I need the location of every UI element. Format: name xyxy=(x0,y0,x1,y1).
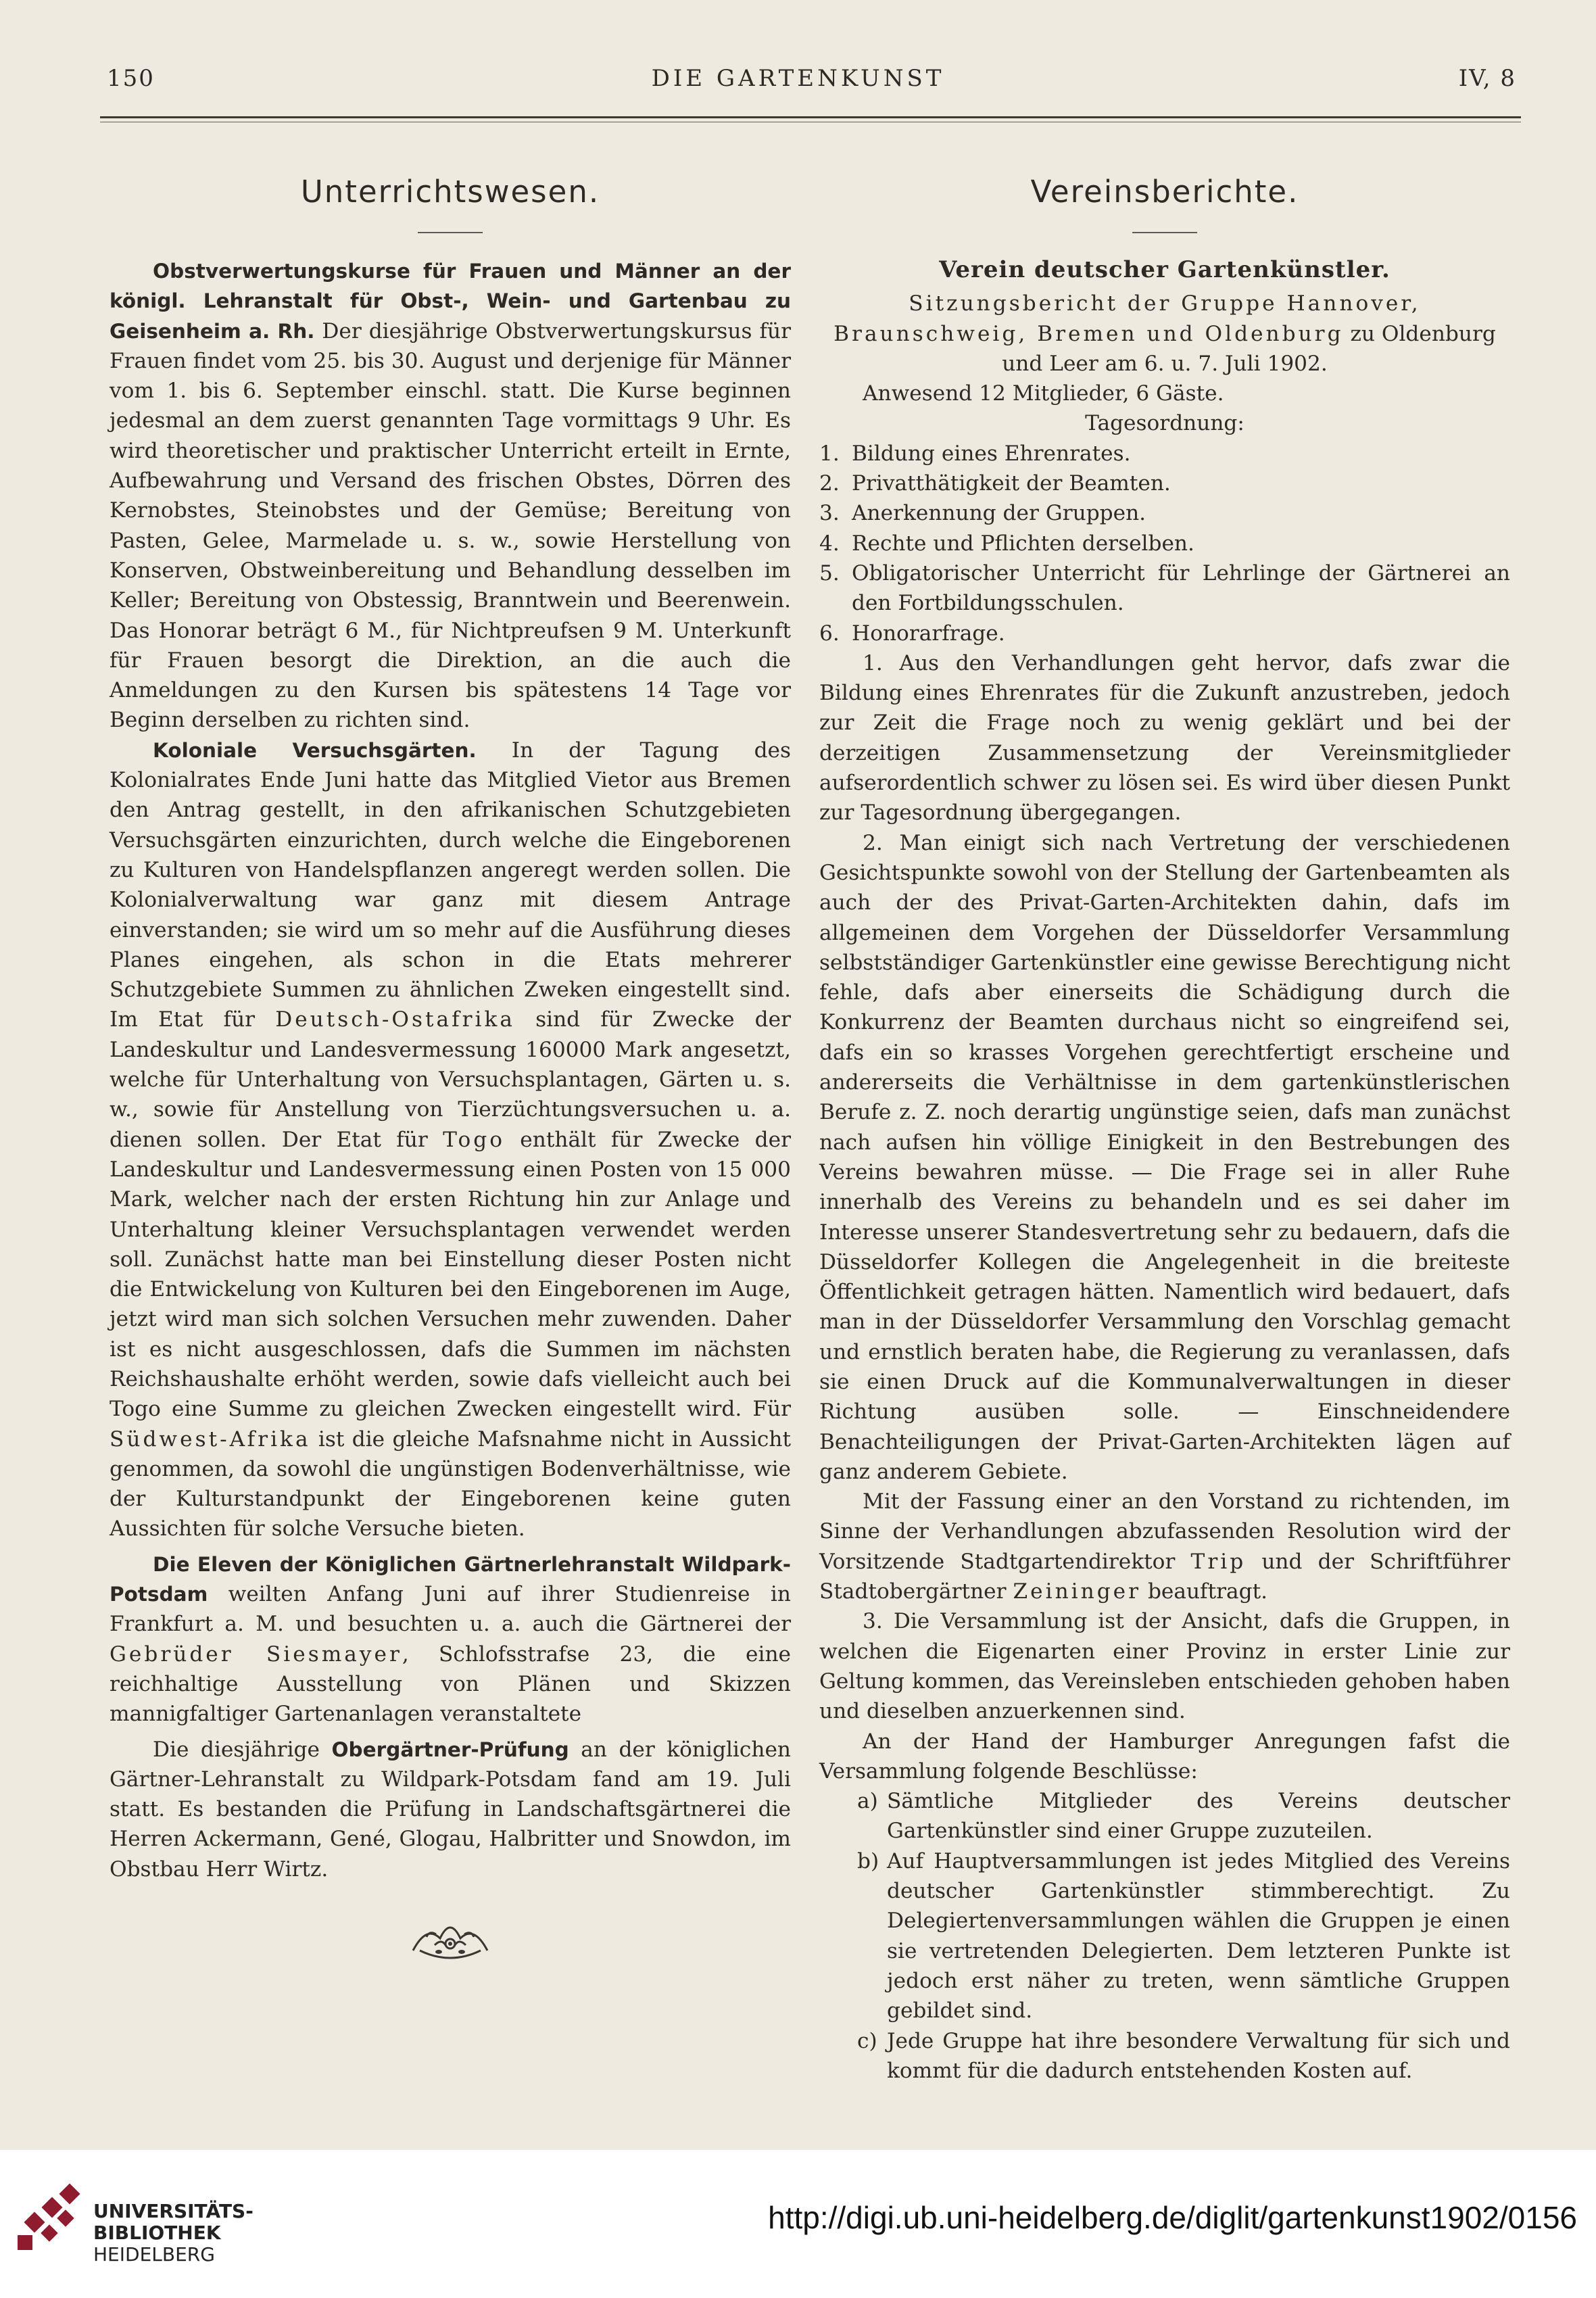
report-text: und der Schriftführer Stadtobergärtner xyxy=(819,1549,1511,1604)
library-line-1: UNIVERSITÄTS- xyxy=(93,2200,253,2222)
right-column xyxy=(819,172,1510,2086)
decision-letter: c) xyxy=(857,2028,877,2053)
decision-text: Sämtliche Mitglieder des Vereins deutscher Gartenkünstler sind einer Gruppe zuzuteilen. xyxy=(887,1789,1510,1844)
decision-item xyxy=(819,1786,1510,1846)
article-lead: Koloniale Versuchsgärten. xyxy=(153,738,477,762)
article-text: an der königlichen Gärtner-Lehranstalt zu Wildpark-Potsdam fand am 19. Juli statt. Es bestanden die Prüfung in Landschaftsgärtnerei die Herren Ackermann, Gené, Glogau, Halbritter und Snowdon, im Obstbau Herr Wirtz. xyxy=(110,1737,791,1882)
agenda-text: Honorarfrage. xyxy=(852,621,1005,646)
article-lead: Die Eleven der Königlichen Gärtnerlehranstalt Wildpark-Potsdam xyxy=(110,1552,791,1606)
agenda-list xyxy=(819,439,1510,648)
spaced-term: Südwest-Afrika xyxy=(110,1427,311,1452)
report-point-3: 3. Die Versammlung ist der Ansicht, dafs die Gruppen, in welchen die Eigenarten einer Provinz in erster Linie zur Geltung kommen, das Vereinsleben entschieden gehoben haben und dieselben anzuerkennen sind. xyxy=(819,1609,1510,1724)
header-rule xyxy=(100,116,1521,118)
article-text: , Schlofsstrafse 23, die eine reichhaltige Ausstellung von Plänen und Skizzen mannigfaltiger Gartenanlagen veranstaltete xyxy=(110,1642,791,1727)
spaced-term: Deutsch-Ostafrika xyxy=(275,1007,515,1032)
agenda-item xyxy=(819,498,1510,528)
decision-letter: b) xyxy=(857,1848,879,1873)
journal-title: DIE GARTENKUNST xyxy=(651,65,945,92)
attendance: Anwesend 12 Mitglieder, 6 Gäste. xyxy=(863,381,1224,406)
report-text: Mit der Fassung einer an den Vorstand zu richtenden, im Sinne der Verhandlungen abzufassenden Resolution wird der Vorsitzende Stadtgartendirektor xyxy=(819,1489,1510,1574)
article-text: Die diesjährige xyxy=(153,1737,332,1762)
decision-item xyxy=(819,2026,1510,2086)
spaced-term: Gebrüder Siesmayer xyxy=(110,1642,402,1667)
decision-text: Auf Hauptversammlungen ist jedes Mitglied des Vereins deutscher Gartenkünstler stimmberechtigt. Zu Delegiertenversammlungen wählen die Gruppen je einen sie vertretenden Delegierten. Dem letzteren Punkte ist jedoch erst näher zu treten, wenn sämtliche Gruppen gebildet sind. xyxy=(887,1848,1510,2024)
meeting-groups: Sitzungsbericht der Gruppe Hannover, Braunschweig, Bremen und Oldenburg xyxy=(833,291,1421,346)
left-column xyxy=(110,172,791,1973)
agenda-item xyxy=(819,529,1510,558)
source-url[interactable]: http://digi.ub.uni-heidelberg.de/diglit/gartenkunst1902/0156 xyxy=(768,2200,1577,2235)
agenda-number: 4. xyxy=(819,531,840,556)
agenda-item xyxy=(819,439,1510,469)
floral-ornament xyxy=(110,1911,791,1973)
agenda-number: 2. xyxy=(819,471,840,496)
agenda-title: Tagesordnung: xyxy=(1085,411,1244,436)
section-divider xyxy=(1132,232,1197,233)
decision-text: Jede Gruppe hat ihre besondere Verwaltung für sich und kommt für die dadurch entstehenden Kosten auf. xyxy=(887,2028,1510,2083)
article-text: In der Tagung des Kolonialrates Ende Juni hatte das Mitglied Vietor aus Bremen den Antrag gestellt, in den afrikanischen Schutzgebieten Versuchsgärten einzurichten, durch welche die Eingeborenen zu Kulturen von Handelspflanzen angeregt werden sollen. Die Kolonialverwaltung war ganz mit diesem Antrage einverstanden; sie wird um so mehr auf die Ausführung dieses Planes eingehen, als schon in die Etats mehrerer Schutzgebiete Summen zu ähnlichen Zweken eingestellt sind. Im Etat für xyxy=(110,738,792,1032)
agenda-item xyxy=(819,619,1510,648)
agenda-text: Bildung eines Ehrenrates. xyxy=(852,441,1131,466)
agenda-number: 5. xyxy=(819,560,840,585)
article-eleven xyxy=(110,1550,791,1729)
section-title-unterrichtswesen: Unterrichtswesen. xyxy=(300,174,600,210)
article-text: sind für Zwecke der Landeskultur und Landesvermessung 160000 Mark angesetzt, welche für Unterhaltung von Versuchsplantagen, Gärten u. s. w., sowie für Anstellung von Tierzüchtungsversuchen u. a. dienen sollen. Der Etat für xyxy=(110,1007,791,1152)
meeting-subtitle xyxy=(819,289,1510,379)
article-text: enthält für Zwecke der Landeskultur und Landesvermessung einen Posten von 15 000 Mark, welcher nach der ersten Richtung hin zur Anlage und Unterhaltung kleiner Versuchsplantagen verwendet werden soll. Zunächst hatte man bei Einstellung dieser Posten nicht die Entwickelung von Kulturen bei den Eingeborenen im Auge, jetzt wird man sich solchen Versuchen mehr zuwenden. Daher ist es nicht ausgeschlossen, dafs die Summen im nächsten Reichshaushalte erhöht werden, sowie dafs vielleicht auch bei Togo eine Summe zu gleichen Zwecken eingestellt wird. Für xyxy=(110,1127,791,1422)
club-title: Verein deutscher Gartenkünstler. xyxy=(939,256,1391,283)
agenda-text: Rechte und Pflichten derselben. xyxy=(852,531,1194,556)
section-title-vereinsberichte: Vereinsberichte. xyxy=(1030,174,1299,210)
article-koloniale-versuchsgaerten xyxy=(110,736,791,1544)
article-obstverwertungskurse xyxy=(110,256,791,736)
agenda-text: Obligatorischer Unterricht für Lehrlinge der Gärtnerei an den Fortbildungsschulen. xyxy=(852,560,1510,616)
agenda-text: Privatthätigkeit der Beamten. xyxy=(852,471,1171,496)
report-text: beauftragt. xyxy=(1141,1579,1268,1604)
volume-issue: IV, 8 xyxy=(1458,65,1516,92)
article-text: Der diesjährige Obstverwertungskursus für Frauen findet vom 25. bis 30. August und derjenige für Männer vom 1. bis 6. September einschl. statt. Die Kurse beginnen jedesmal an dem zuerst genannten Tage vormittags 9 Uhr. Es wird theoretischer und praktischer Unterricht erteilt in Ernte, Aufbewahrung und Versand des frischen Obstes, Dörren des Kernobstes, Steinobstes und der Gemüse; Bereitung von Pasten, Gelee, Marmelade u. s. w., sowie Herstellung von Konserven, Obstweinbereitung und Behandlung desselben im Keller; Bereitung von Obstessig, Branntwein und Beerenwein. Das Honorar beträgt 6 M., für Nichtpreufsen 9 M. Unterkunft für Frauen besorgt die Direktion, an die auch die Anmeldungen zu den Kursen bis spätestens 14 Tage vor Beginn derselben zu richten sind. xyxy=(110,318,791,733)
decision-list xyxy=(819,1786,1510,2086)
agenda-item xyxy=(819,558,1510,619)
library-line-3: HEIDELBERG xyxy=(93,2243,215,2266)
library-line-2: BIBLIOTHEK xyxy=(93,2222,221,2244)
library-name xyxy=(93,2201,253,2266)
decision-item xyxy=(819,1846,1510,2026)
report-resolution xyxy=(819,1487,1510,1606)
article-text: ist die gleiche Mafsnahme nicht in Aussicht genommen, da sowohl die ungünstigen Bodenverhältnisse, wie der Kulturstandpunkt der Eingeborenen keine guten Aussichten für solche Versuche bieten. xyxy=(110,1427,791,1541)
decision-letter: a) xyxy=(857,1789,878,1814)
agenda-number: 1. xyxy=(819,441,840,466)
page-number: 150 xyxy=(107,65,155,92)
agenda-item xyxy=(819,469,1510,498)
article-text: weilten Anfang Juni auf ihrer Studienreise in Frankfurt a. M. und besuchten u. a. auch die Gärtnerei der xyxy=(110,1582,791,1637)
agenda-number: 3. xyxy=(819,501,840,526)
person-name: Trip xyxy=(1190,1549,1247,1574)
article-obergaertner-pruefung xyxy=(110,1735,791,1884)
university-library-logo xyxy=(14,2182,89,2258)
report-decisions-intro: An der Hand der Hamburger Anregungen fafst die Versammlung folgende Beschlüsse: xyxy=(819,1729,1510,1784)
agenda-number: 6. xyxy=(819,621,840,646)
article-lead: Obstverwertungskurse für Frauen und Männer an der königl. Lehranstalt für Obst-, Wein- und Gartenbau zu Geisenheim a. Rh. xyxy=(110,260,791,343)
spaced-term: Togo xyxy=(443,1127,505,1152)
person-name: Zeininger xyxy=(1013,1579,1142,1604)
section-divider xyxy=(418,232,483,233)
article-lead: Obergärtner-Prüfung xyxy=(331,1738,569,1761)
agenda-text: Anerkennung der Gruppen. xyxy=(852,501,1146,526)
meeting-place-date: zu Oldenburg und Leer am 6. u. 7. Juli 1902. xyxy=(1002,321,1496,376)
report-point-2: 2. Man einigt sich nach Vertretung der verschiedenen Gesichtspunkte sowohl von der Stellung der Gartenbeamten als auch der des Privat-Garten-Architekten dahin, dafs im allgemeinen dem Vorgehen der Düsseldorfer Versammlung selbstständiger Gartenkünstler eine gewisse Berechtigung nicht fehle, dafs aber einerseits die Schädigung durch die Konkurrenz der Beamten durchaus nicht so eingreifend sei, dafs ein so krasses Vorgehen gerechtfertigt erscheine und andererseits die Verhältnisse in dem gartenkünstlerischen Berufe z. Z. noch derartig ungünstige seien, dafs man zunächst nach aufsen hin völlige Einigkeit in den Bestrebungen des Vereins bewahren müsse. — Die Frage sei in aller Ruhe innerhalb des Vereins zu behandeln und es sei daher im Interesse unserer Standesvertretung sehr zu bedauern, dafs die Düsseldorfer Kollegen die Angelegenheit in die breiteste Öffentlichkeit getragen hätten. Namentlich wird bedauert, dafs man in der Düsseldorfer Versammlung den Vorschlag gemacht und ernstlich beraten habe, die Regierung zu veranlassen, dafs sie einen Druck auf die Kommunalverwaltungen in dieser Richtung ausüben solle. — Einschneidendere Benachteiligungen der Privat-Garten-Architekten lägen auf ganz anderem Gebiete. xyxy=(819,830,1510,1484)
report-point-1: 1. Aus den Verhandlungen geht hervor, dafs zwar die Bildung eines Ehrenrates für die Zukunft anzustreben, jedoch zur Zeit die Frage noch zu wenig geklärt und bei der derzeitigen Zusammensetzung der Vereinsmitglieder aufserordentlich schwer zu lösen sei. Es wird über diesen Punkt zur Tagesordnung übergegangen. xyxy=(819,650,1510,825)
